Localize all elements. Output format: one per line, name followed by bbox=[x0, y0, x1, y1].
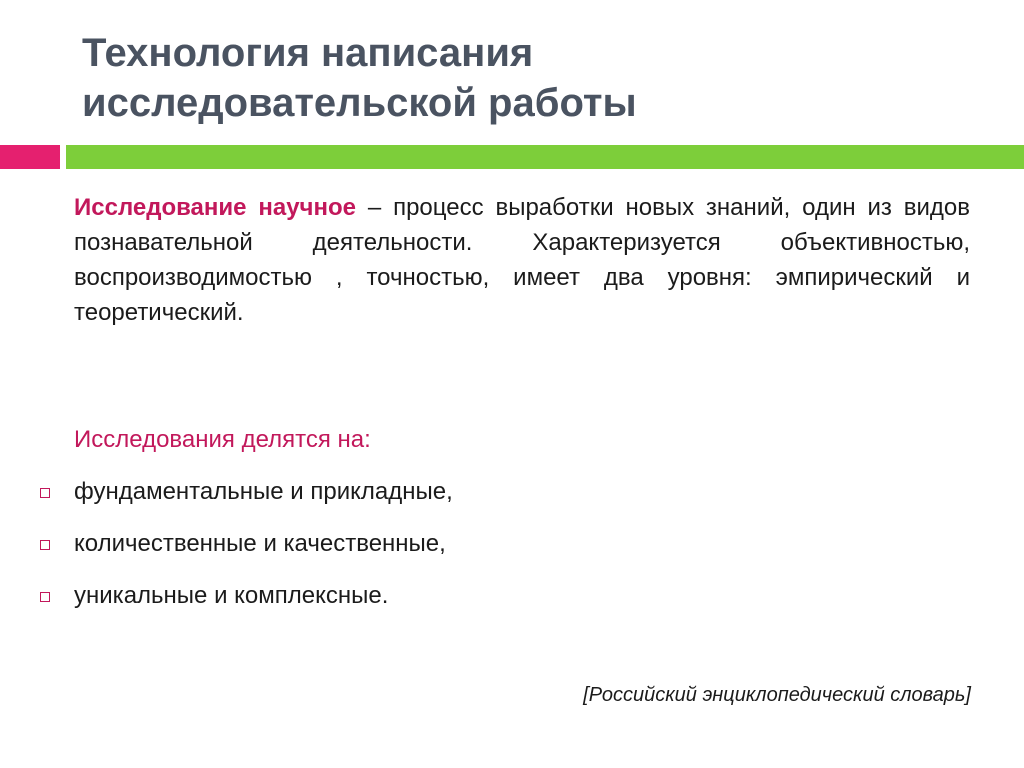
list-item-text: количественные и качественные, bbox=[74, 530, 446, 557]
slide-title-line-1: Технология написания bbox=[82, 31, 534, 75]
list-item-text: фундаментальные и прикладные, bbox=[74, 478, 453, 505]
slide-title bbox=[82, 28, 982, 128]
list-item-text: уникальные и комплексные. bbox=[74, 582, 389, 609]
definition-term: Исследование научное bbox=[74, 194, 356, 221]
hollow-square-bullet-icon bbox=[40, 540, 50, 550]
pink-accent-bar bbox=[0, 145, 60, 169]
hollow-square-bullet-icon bbox=[40, 488, 50, 498]
slide-title-line-2: исследовательской работы bbox=[82, 81, 637, 125]
definition-text: – процесс выработки новых знаний, один из видов познавательной деятельности. Характеризуется объективностью, воспроизводимостью , точностью, имеет два уровня: эмпирический и теоретический. bbox=[74, 194, 971, 326]
definition-paragraph bbox=[74, 190, 970, 330]
classification-heading: Исследования делятся на: bbox=[74, 426, 371, 453]
source-citation: [Российский энциклопедический словарь] bbox=[583, 684, 971, 706]
green-divider-bar bbox=[66, 145, 1024, 169]
hollow-square-bullet-icon bbox=[40, 592, 50, 602]
